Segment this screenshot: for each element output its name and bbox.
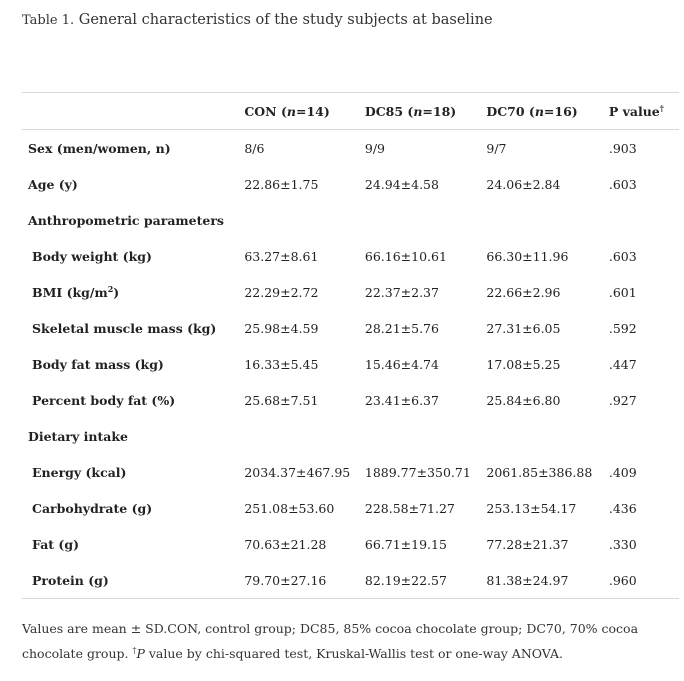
cell-con: 25.68±7.51 <box>244 392 319 408</box>
cell-dc70: 27.31±6.05 <box>486 320 561 336</box>
row-label: Energy (kcal) <box>32 464 127 480</box>
cell-dc85: 28.21±5.76 <box>364 320 439 336</box>
footnote-text: Values are mean ± SD.CON, control group; DC85, 85% cocoa chocolate group; DC70, 70% cocoa chocolate group. <box>22 621 639 661</box>
cell-dc85: 22.37±2.37 <box>364 284 439 300</box>
cell-dc70: 66.30±11.96 <box>486 248 569 264</box>
row-label: Age (y) <box>28 176 78 192</box>
table-row <box>22 130 679 167</box>
cell-p: .592 <box>608 320 637 336</box>
cell-p: .927 <box>608 392 637 408</box>
cell-dc70: 253.13±54.17 <box>486 500 577 516</box>
cell-p: .601 <box>608 284 637 300</box>
row-label: Sex (men/women, n) <box>28 140 171 156</box>
row-label: Carbohydrate (g) <box>32 500 153 516</box>
cell-con: 16.33±5.45 <box>244 356 319 372</box>
cell-p: .903 <box>608 140 637 156</box>
cell-con: 22.86±1.75 <box>244 176 319 192</box>
header-con: CON (n=14) <box>244 93 365 130</box>
cell-dc70: 9/7 <box>486 140 507 156</box>
header-dc85: DC85 (n=18) <box>365 93 487 130</box>
section-heading: Dietary intake <box>28 428 128 444</box>
table-row <box>22 310 679 346</box>
table-row <box>22 238 679 274</box>
cell-dc85: 9/9 <box>364 140 385 156</box>
cell-con: 70.63±21.28 <box>244 536 327 552</box>
table-caption <box>22 12 493 28</box>
cell-dc70: 24.06±2.84 <box>486 176 561 192</box>
header-dc70: DC70 (n=16) <box>486 93 608 130</box>
row-label: Body weight (kg) <box>32 248 152 264</box>
cell-p: .447 <box>608 356 637 372</box>
cell-p: .603 <box>608 248 637 264</box>
cell-dc85: 66.71±19.15 <box>364 536 447 552</box>
dagger-mark: † <box>132 645 137 655</box>
cell-dc70: 22.66±2.96 <box>486 284 561 300</box>
row-label: Body fat mass (kg) <box>32 356 164 372</box>
cell-dc85: 23.41±6.37 <box>364 392 439 408</box>
characteristics-table <box>22 92 679 599</box>
table-row <box>22 526 679 562</box>
cell-dc70: 25.84±6.80 <box>486 392 561 408</box>
cell-con: 63.27±8.61 <box>244 248 319 264</box>
row-label: BMI $(kg/m^2)$ <box>32 283 120 300</box>
cell-con: 22.29±2.72 <box>244 284 319 300</box>
cell-dc70: 81.38±24.97 <box>486 562 608 599</box>
section-row <box>22 202 679 238</box>
cell-con: 251.08±53.60 <box>244 500 335 516</box>
section-row <box>22 418 679 454</box>
row-label: Percent body fat (%) <box>32 392 176 408</box>
footnote-p: P <box>136 646 145 661</box>
cell-p: .330 <box>608 536 637 552</box>
cell-dc70: 2061.85±386.88 <box>486 464 593 480</box>
cell-dc70: 77.28±21.37 <box>486 536 569 552</box>
cell-p: .960 <box>609 562 679 599</box>
cell-dc85: 66.16±10.61 <box>364 248 447 264</box>
table-row <box>22 274 679 310</box>
table-footnote <box>22 616 672 666</box>
table-row <box>22 346 679 382</box>
cell-p: .436 <box>608 500 637 516</box>
cell-dc85: 228.58±71.27 <box>364 500 455 516</box>
table-row <box>22 454 679 490</box>
cell-dc85: 15.46±4.74 <box>364 356 439 372</box>
section-heading: Anthropometric parameters <box>28 212 224 228</box>
cell-p: .603 <box>608 176 637 192</box>
cell-con: 2034.37±467.95 <box>244 464 351 480</box>
cell-p: .409 <box>608 464 637 480</box>
cell-dc85: 82.19±22.57 <box>365 562 487 599</box>
cell-con: 79.70±27.16 <box>244 562 365 599</box>
table-row <box>22 490 679 526</box>
row-label: Protein (g) <box>22 562 244 599</box>
header-p-value: P value† <box>609 93 679 130</box>
table-row <box>22 562 679 599</box>
cell-con: 25.98±4.59 <box>244 320 319 336</box>
cell-dc85: 1889.77±350.71 <box>364 464 471 480</box>
header-row <box>22 93 679 130</box>
row-label: Skeletal muscle mass (kg) <box>32 320 217 336</box>
cell-con: 8/6 <box>244 140 265 156</box>
table-row <box>22 382 679 418</box>
header-variable <box>22 93 244 130</box>
cell-dc70: 17.08±5.25 <box>486 356 561 372</box>
table-row <box>22 166 679 202</box>
table-title: General characteristics of the study subjects at baseline <box>78 12 493 28</box>
cell-dc85: 24.94±4.58 <box>364 176 439 192</box>
row-label: Fat (g) <box>32 536 79 552</box>
table-label: Table 1. <box>22 13 75 28</box>
footnote-text-2: value by chi-squared test, Kruskal-Wallis test or one-way ANOVA. <box>144 646 563 661</box>
